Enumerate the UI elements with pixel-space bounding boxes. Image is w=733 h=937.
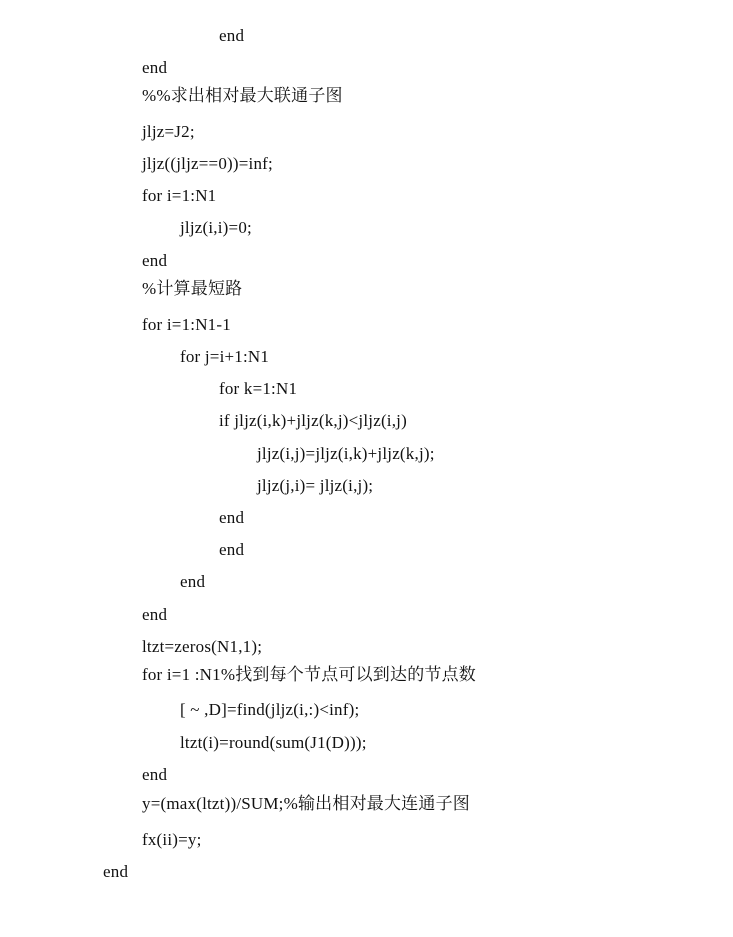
code-line: end <box>219 26 245 45</box>
code-line: ltzt=zeros(N1,1); <box>142 637 263 656</box>
code-line: end <box>142 605 168 624</box>
code-line: if jljz(i,k)+jljz(k,j)<jljz(i,j) <box>219 411 407 430</box>
code-line: jljz=J2; <box>142 122 195 141</box>
code-line: jljz(j,i)= jljz(i,j); <box>257 476 374 495</box>
code-line: end <box>219 508 245 527</box>
code-line: for k=1:N1 <box>219 379 298 398</box>
code-line: y=(max(ltzt))/SUM;%输出相对最大连通子图 <box>142 794 470 813</box>
code-line: end <box>142 765 168 784</box>
code-line: for j=i+1:N1 <box>180 347 270 366</box>
code-line: end <box>142 251 168 270</box>
code-line: fx(ii)=y; <box>142 830 202 849</box>
code-line: ltzt(i)=round(sum(J1(D))); <box>180 733 367 752</box>
code-line: end <box>219 540 245 559</box>
code-line: for i=1:N1 <box>142 186 217 205</box>
code-line: [ ~ ,D]=find(jljz(i,:)<inf); <box>180 700 360 719</box>
code-line: for i=1 :N1%找到每个节点可以到达的节点数 <box>142 665 476 684</box>
code-line: jljz((jljz==0))=inf; <box>142 154 273 173</box>
code-line: jljz(i,j)=jljz(i,k)+jljz(k,j); <box>257 444 435 463</box>
code-line: for i=1:N1-1 <box>142 315 231 334</box>
code-line: end <box>142 58 168 77</box>
code-line: end <box>180 572 206 591</box>
code-line: jljz(i,i)=0; <box>180 218 252 237</box>
code-comment-line: %%求出相对最大联通子图 <box>142 86 343 105</box>
code-comment-line: %计算最短路 <box>142 279 243 298</box>
code-line: end <box>103 862 129 881</box>
